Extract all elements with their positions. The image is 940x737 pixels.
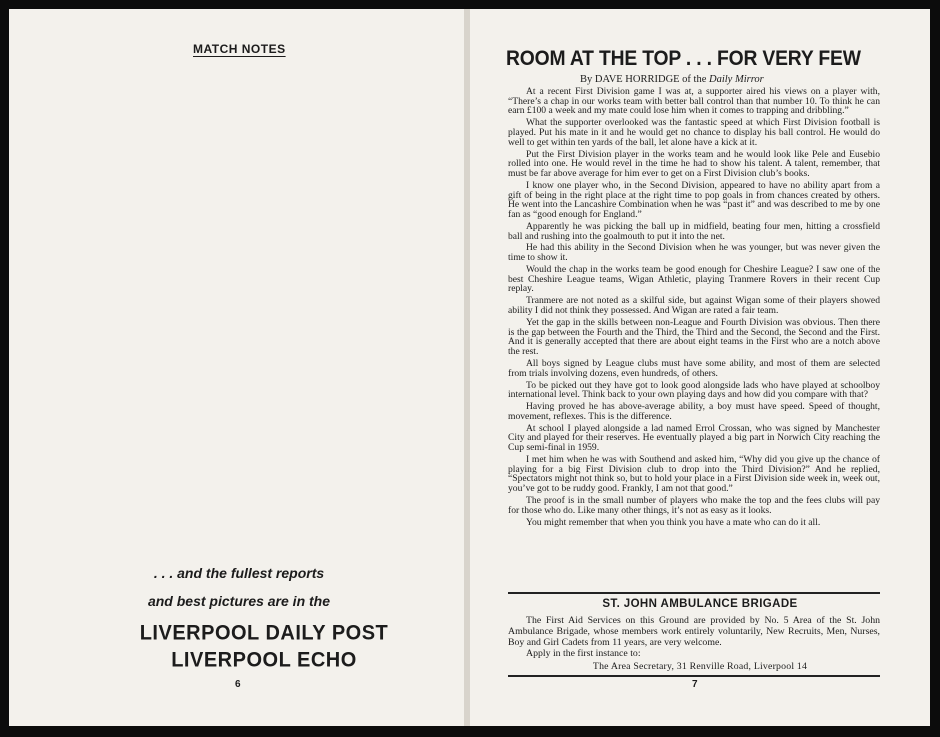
notice-address: The Area Secretary, 31 Renville Road, Liverpool 14 — [592, 661, 808, 672]
left-page — [9, 9, 464, 726]
article-paragraph: Yet the gap in the skills between non-League and Fourth Division was obvious. Then there is the gap between the Fourth and the Third, the Third and the Second, the Second and the First. And it is generally accepted that there are about eight teams in the First who are a notch above the rest. — [508, 316, 880, 358]
notice-paragraph: The First Aid Services on this Ground are provided by No. 5 Area of the St. John Ambulance Brigade, whose members work entirely voluntarily, New Recruits, Men, Nurses, Boy and Girl Cadets from 11 years, are very welcome. — [508, 615, 880, 648]
article-paragraph: You might remember that when you think you have a mate who can do it all. — [526, 516, 821, 528]
promo-line-2: and best pictures are in the — [147, 593, 331, 609]
article-body — [508, 87, 880, 530]
article-byline — [580, 74, 764, 85]
article-headline: ROOM AT THE TOP . . . FOR VERY FEW — [506, 47, 861, 70]
divider-rule-top — [508, 592, 880, 594]
article-paragraph: Would the chap in the works team be good enough for Cheshire League? I saw one of the best Cheshire League teams, Wigan Athletic, playing Tranmere Rovers in their recent Cup replay. — [508, 264, 880, 295]
notice-body — [508, 615, 880, 659]
notice-paragraph: Apply in the first instance to: — [526, 648, 641, 659]
byline-author: By DAVE HORRIDGE of the — [580, 74, 707, 85]
divider-rule-bottom — [508, 675, 880, 677]
notice-title: ST. JOHN AMBULANCE BRIGADE — [602, 598, 798, 610]
article-paragraph: I met him when he was with Southend and asked him, “Why did you give up the chance of playing for a big First Division club to drop into the Third Division?” And he replied, “Spectators might not think so, but to hold your place in a First Division side week in, week out, you’ve got to be ruddy good. Frankly, I am not that good.” — [508, 454, 880, 495]
article-paragraph: Apparently he was picking the ball up in midfield, beating four men, hitting a crossfield ball and rushing into the goalmouth to put it into the net. — [508, 220, 880, 242]
promo-line-1: . . . and the fullest reports — [153, 565, 325, 581]
article-paragraph: Tranmere are not noted as a skilful side, but against Wigan some of their players showed ability I did not think they possessed. And Wigan are rated a fair team. — [508, 295, 880, 317]
article-paragraph: At school I played alongside a lad named Errol Crossan, who was signed by Manchester City and played for their reserves. He eventually played a big part in Norwich City reaching the Cup semi-final in 1959. — [508, 422, 880, 454]
article-paragraph: What the supporter overlooked was the fantastic speed at which First Division football is played. Put his mate in it and he would get no chance to display his ball control. He would do well to get within ten yards of the ball, let alone have a kick at it. — [508, 117, 880, 148]
article-paragraph: Having proved he has above-average ability, a boy must have speed. Speed of thought, movement, reflexes. This is the difference. — [508, 401, 880, 422]
article-paragraph: He had this ability in the Second Division when he was younger, but was never given the time to show it. — [508, 242, 880, 264]
byline-paper: Daily Mirror — [709, 74, 764, 85]
article-paragraph: I know one player who, in the Second Division, appeared to have no ability apart from a gift of being in the right place at the right time to pop goals in from chances created by others. He went into the Lancashire Combination when he was “past it” and was described to me by one fan as “good enough for England.” — [508, 179, 880, 220]
page-number-left: 6 — [235, 679, 241, 690]
article-paragraph: All boys signed by League clubs must have some ability, and most of them are selected from trials involving dozens, even hundreds, of others. — [508, 357, 880, 379]
newspaper-name-daily-post: LIVERPOOL DAILY POST — [139, 621, 389, 645]
page-number-right: 7 — [692, 679, 698, 690]
newspaper-name-echo: LIVERPOOL ECHO — [171, 648, 357, 672]
article-paragraph: At a recent First Division game I was at, a supporter aired his views on a player with, “There’s a chap in our works team with better ball control than that number 10. To think he can earn £100 a week and my mate could lose him when it comes to trapping and dribbling.” — [508, 86, 880, 117]
article-paragraph: The proof is in the small number of players who make the top and the fees clubs will pay for those who do. Like many other things, it’s not as easy as it looks. — [508, 495, 880, 516]
article-paragraph: To be picked out they have got to look good alongside lads who have played at schoolboy international level. Think back to your own playing days and how did you compare with that? — [508, 379, 880, 401]
article-paragraph: Put the First Division player in the works team and he would look like Pele and Eusebio rolled into one. He would revel in the time he had to show his talent. A talent, remember, that must be far above average for him ever to get on a First Division club’s books. — [508, 148, 880, 179]
section-heading: MATCH NOTES — [193, 42, 286, 56]
right-page — [470, 9, 930, 726]
